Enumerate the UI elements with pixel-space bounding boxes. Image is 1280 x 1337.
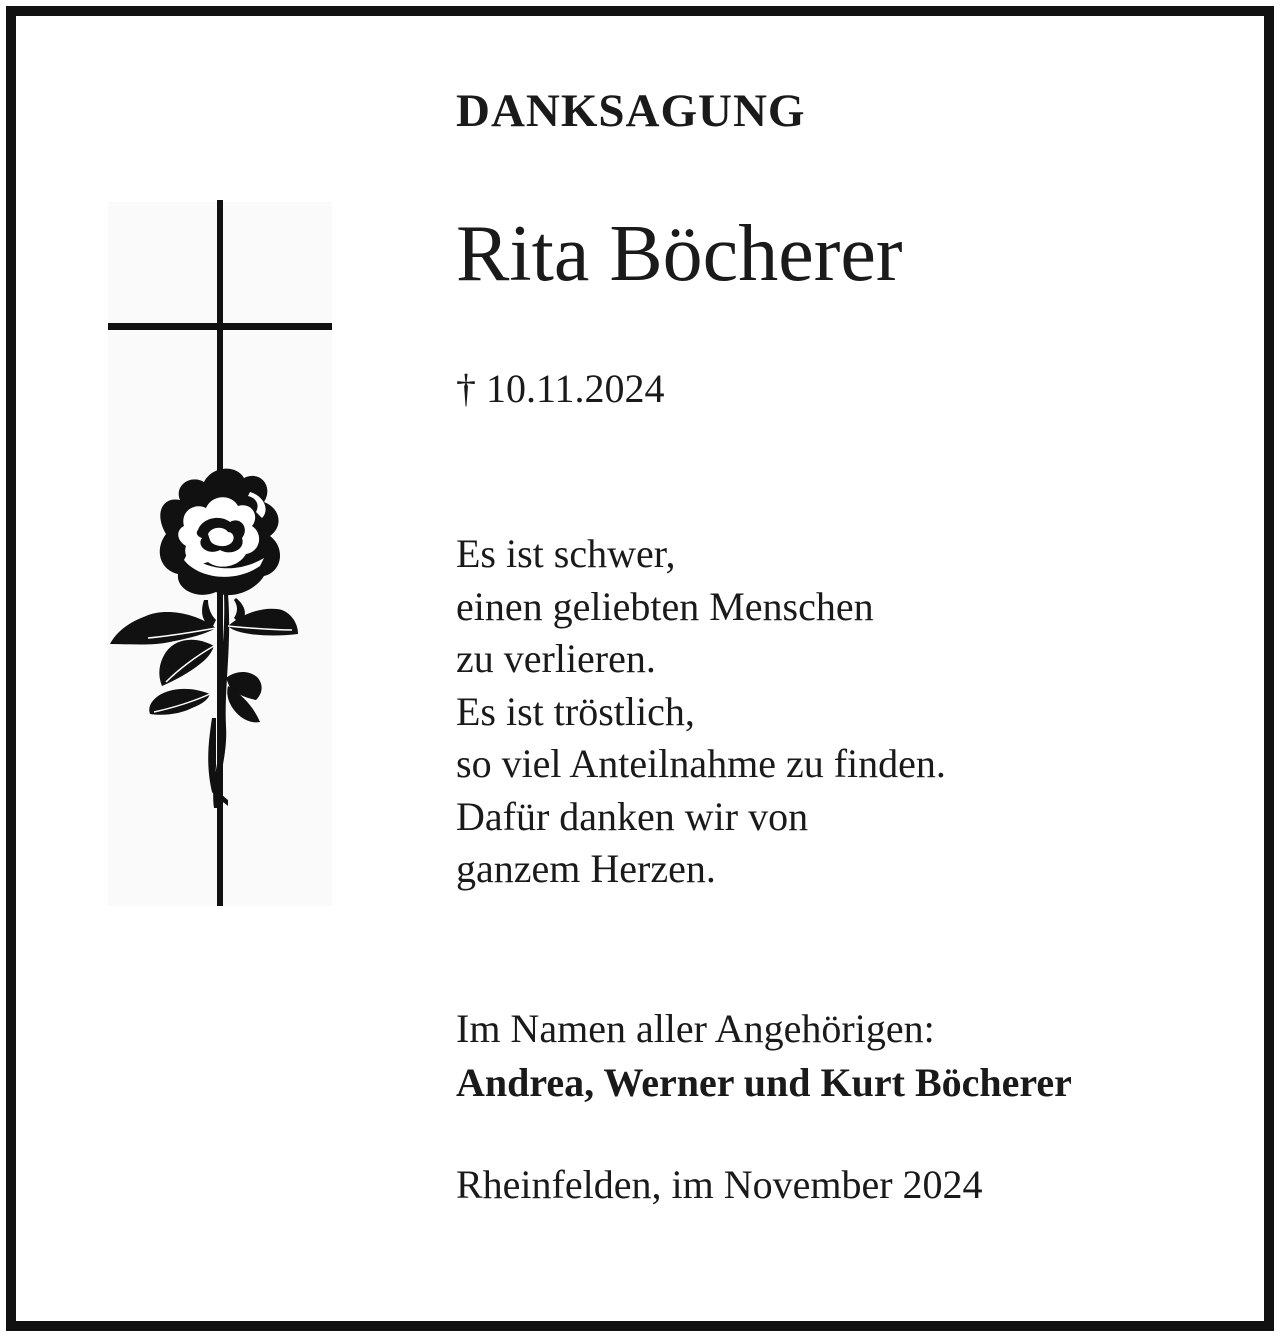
death-date: 10.11.2024: [486, 366, 665, 411]
dagger-symbol: †: [456, 366, 476, 411]
notice-heading: DANKSAGUNG: [456, 85, 806, 137]
place-and-date: Rheinfelden, im November 2024: [456, 1162, 983, 1207]
death-date-line: [456, 366, 665, 412]
cross-with-rose-icon: [104, 196, 336, 908]
poem-line: Es ist schwer,: [456, 531, 676, 576]
poem-line: so viel Anteilnahme zu finden.: [456, 741, 946, 786]
signoff-intro: Im Namen aller Angehörigen:: [456, 1006, 935, 1051]
poem-line: zu verlieren.: [456, 636, 656, 681]
poem-line: Dafür danken wir von: [456, 793, 809, 839]
deceased-name: Rita Böcherer: [456, 210, 903, 298]
poem-line: einen geliebten Menschen: [456, 583, 874, 629]
poem-line: ganzem Herzen.: [456, 846, 716, 891]
signoff: [456, 1002, 1072, 1110]
signoff-names: Andrea, Werner und Kurt Böcherer: [456, 1060, 1072, 1105]
poem-line: Es ist tröstlich,: [456, 688, 695, 734]
condolence-poem: [456, 528, 946, 896]
